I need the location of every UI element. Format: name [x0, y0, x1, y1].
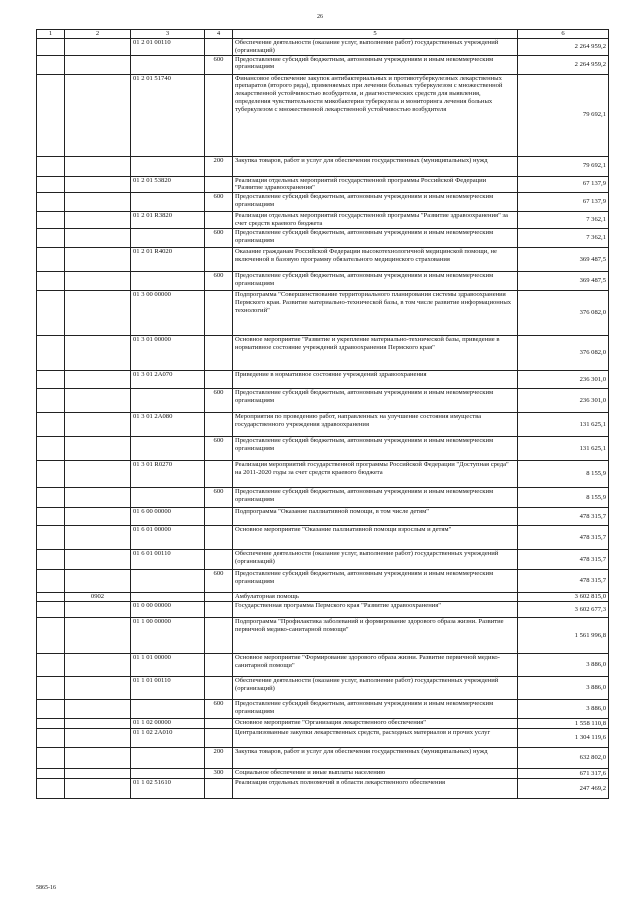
table-row	[37, 700, 609, 719]
table-row	[37, 291, 609, 336]
description-cell: Реализация отдельных мероприятий государственной программы Российской Федерации "Развитие здравоохранения"	[233, 176, 518, 193]
table-row	[37, 488, 609, 508]
table-row	[37, 55, 609, 74]
subsection-cell	[65, 336, 131, 371]
section-cell	[37, 618, 65, 654]
amount-cell: 236 301,0	[518, 371, 609, 389]
table-row	[37, 389, 609, 413]
amount-cell: 131 625,1	[518, 413, 609, 437]
section-cell	[37, 748, 65, 769]
budget-table-body	[37, 30, 609, 799]
table-row	[37, 719, 609, 729]
subsection-cell	[65, 74, 131, 156]
expense-type-cell: 600	[205, 389, 233, 413]
table-row	[37, 769, 609, 779]
description-cell: Обеспечение деятельности (оказание услуг, выполнение работ) государственных учреждений (организаций)	[233, 677, 518, 700]
code-cell: 01 1 00 00000	[131, 618, 205, 654]
code-cell: 01 3 01 2А070	[131, 371, 205, 389]
code-cell	[131, 272, 205, 291]
section-cell	[37, 229, 65, 248]
code-cell	[131, 593, 205, 602]
code-cell: 01 3 00 00000	[131, 291, 205, 336]
table-row	[37, 508, 609, 526]
section-cell	[37, 389, 65, 413]
subsection-cell	[65, 212, 131, 229]
description-cell: Основное мероприятие "Развитие и укрепление материально-технической базы, приведение в нормативное состояние учреждений здравоохранения Пермского края"	[233, 336, 518, 371]
code-cell: 01 6 01 00000	[131, 526, 205, 550]
description-cell: Обеспечение деятельности (оказание услуг, выполнение работ) государственных учреждений (организаций)	[233, 39, 518, 56]
description-cell: Подпрограмма "Профилактика заболеваний и формирование здорового образа жизни. Развитие первичной медико-санитарной помощи"	[233, 618, 518, 654]
amount-cell: 2 264 959,2	[518, 39, 609, 56]
expense-type-cell	[205, 212, 233, 229]
code-cell	[131, 700, 205, 719]
description-cell: Мероприятия по проведению работ, направленных на улучшение состояния имущества государственного учреждения здравоохранения	[233, 413, 518, 437]
subsection-cell	[65, 618, 131, 654]
code-cell	[131, 389, 205, 413]
section-cell	[37, 593, 65, 602]
description-cell: Основное мероприятие "Формирование здорового образа жизни. Развитие первичной медико-санитарной помощи"	[233, 654, 518, 677]
subsection-cell: 0902	[65, 593, 131, 602]
subsection-cell	[65, 748, 131, 769]
table-row	[37, 272, 609, 291]
description-cell: Обеспечение деятельности (оказание услуг, выполнение работ) государственных учреждений (организаций)	[233, 550, 518, 570]
amount-cell: 8 155,9	[518, 461, 609, 488]
description-cell: Предоставление субсидий бюджетным, автономным учреждениям и иным некоммерческим организациям	[233, 389, 518, 413]
section-cell	[37, 193, 65, 212]
expense-type-cell	[205, 526, 233, 550]
amount-cell: 376 082,0	[518, 291, 609, 336]
amount-cell: 671 317,6	[518, 769, 609, 779]
budget-table	[36, 29, 609, 799]
amount-cell: 1 561 996,8	[518, 618, 609, 654]
code-cell: 01 2 01 00110	[131, 39, 205, 56]
table-row	[37, 461, 609, 488]
expense-type-cell	[205, 413, 233, 437]
subsection-cell	[65, 437, 131, 461]
amount-cell: 478 315,7	[518, 526, 609, 550]
table-row	[37, 570, 609, 593]
column-header-row	[37, 30, 609, 39]
amount-cell: 79 692,1	[518, 74, 609, 156]
description-cell: Финансовое обеспечение закупок антибактериальных и противотуберкулезных лекарственных препаратов (второго ряда), применяемых при лечении больных туберкулезом с множественной лекарственной устойчивостью возбудителя, и диагностических средств для выявления, определения чувствительности микобактерии туберкулеза и мониторинга лечения больных туберкулезом с множественной лекарственной устойчивостью возбудителя	[233, 74, 518, 156]
column-header: 1	[37, 30, 65, 39]
table-row	[37, 212, 609, 229]
description-cell: Предоставление субсидий бюджетным, автономным учреждениям и иным некоммерческим организациям	[233, 229, 518, 248]
expense-type-cell: 200	[205, 748, 233, 769]
subsection-cell	[65, 461, 131, 488]
amount-cell: 478 315,7	[518, 570, 609, 593]
amount-cell: 1 558 110,8	[518, 719, 609, 729]
subsection-cell	[65, 769, 131, 779]
expense-type-cell: 300	[205, 769, 233, 779]
expense-type-cell	[205, 508, 233, 526]
section-cell	[37, 212, 65, 229]
amount-cell: 369 487,5	[518, 272, 609, 291]
expense-type-cell	[205, 371, 233, 389]
amount-cell: 67 137,9	[518, 176, 609, 193]
subsection-cell	[65, 248, 131, 272]
expense-type-cell: 600	[205, 437, 233, 461]
expense-type-cell	[205, 677, 233, 700]
subsection-cell	[65, 654, 131, 677]
description-cell: Предоставление субсидий бюджетным, автономным учреждениям и иным некоммерческим организациям	[233, 700, 518, 719]
section-cell	[37, 74, 65, 156]
table-row	[37, 156, 609, 176]
code-cell: 01 1 01 00110	[131, 677, 205, 700]
code-cell: 01 2 01 53820	[131, 176, 205, 193]
subsection-cell	[65, 700, 131, 719]
code-cell	[131, 748, 205, 769]
amount-cell: 3 886,0	[518, 700, 609, 719]
description-cell: Предоставление субсидий бюджетным, автономным учреждениям и иным некоммерческим организациям	[233, 193, 518, 212]
table-row	[37, 779, 609, 799]
table-row	[37, 748, 609, 769]
subsection-cell	[65, 779, 131, 799]
description-cell: Оказание гражданам Российской Федерации высокотехнологичной медицинской помощи, не включенной в базовую программу обязательного медицинского страхования	[233, 248, 518, 272]
expense-type-cell	[205, 654, 233, 677]
description-cell: Приведение в нормативное состояние учреждений здравоохранения	[233, 371, 518, 389]
amount-cell: 79 692,1	[518, 156, 609, 176]
subsection-cell	[65, 570, 131, 593]
subsection-cell	[65, 389, 131, 413]
subsection-cell	[65, 413, 131, 437]
amount-cell: 8 155,9	[518, 488, 609, 508]
code-cell	[131, 769, 205, 779]
description-cell: Реализация мероприятий государственной программы Российской Федерации "Доступная среда" на 2011-2020 годы за счет средств краевого бюджета	[233, 461, 518, 488]
section-cell	[37, 508, 65, 526]
amount-cell: 7 362,1	[518, 212, 609, 229]
footer-code: 5865-16	[36, 885, 56, 891]
expense-type-cell	[205, 779, 233, 799]
amount-cell: 236 301,0	[518, 389, 609, 413]
expense-type-cell: 600	[205, 229, 233, 248]
description-cell: Предоставление субсидий бюджетным, автономным учреждениям и иным некоммерческим организациям	[233, 570, 518, 593]
column-header: 5	[233, 30, 518, 39]
subsection-cell	[65, 39, 131, 56]
description-cell: Закупка товаров, работ и услуг для обеспечения государственных (муниципальных) нужд	[233, 748, 518, 769]
code-cell	[131, 156, 205, 176]
amount-cell: 247 469,2	[518, 779, 609, 799]
description-cell: Государственная программа Пермского края "Развитие здравоохранения"	[233, 602, 518, 618]
description-cell: Реализация отдельных мероприятий государственной программы "Развитие здравоохранения" за счет средств краевого бюджета	[233, 212, 518, 229]
code-cell: 01 1 02 51610	[131, 779, 205, 799]
code-cell: 01 1 02 2А010	[131, 729, 205, 748]
column-header: 6	[518, 30, 609, 39]
subsection-cell	[65, 193, 131, 212]
subsection-cell	[65, 272, 131, 291]
section-cell	[37, 461, 65, 488]
section-cell	[37, 371, 65, 389]
description-cell: Закупка товаров, работ и услуг для обеспечения государственных (муниципальных) нужд	[233, 156, 518, 176]
section-cell	[37, 39, 65, 56]
section-cell	[37, 570, 65, 593]
expense-type-cell	[205, 74, 233, 156]
expense-type-cell: 200	[205, 156, 233, 176]
code-cell: 01 3 01 00000	[131, 336, 205, 371]
section-cell	[37, 526, 65, 550]
expense-type-cell	[205, 336, 233, 371]
table-row	[37, 729, 609, 748]
table-row	[37, 229, 609, 248]
table-row	[37, 193, 609, 212]
code-cell: 01 6 01 00110	[131, 550, 205, 570]
amount-cell: 7 362,1	[518, 229, 609, 248]
table-row	[37, 602, 609, 618]
section-cell	[37, 488, 65, 508]
code-cell: 01 2 01 51740	[131, 74, 205, 156]
code-cell: 01 0 00 00000	[131, 602, 205, 618]
expense-type-cell: 600	[205, 570, 233, 593]
table-row	[37, 39, 609, 56]
expense-type-cell	[205, 550, 233, 570]
description-cell: Основное мероприятие "Организация лекарственного обеспечения"	[233, 719, 518, 729]
column-header: 4	[205, 30, 233, 39]
description-cell: Подпрограмма "Совершенствование территориального планирования системы здравоохранения Пермского края. Развитие материально-технической базы, в том числе развитие информационных технологий"	[233, 291, 518, 336]
subsection-cell	[65, 229, 131, 248]
subsection-cell	[65, 508, 131, 526]
section-cell	[37, 336, 65, 371]
section-cell	[37, 719, 65, 729]
expense-type-cell	[205, 593, 233, 602]
table-row	[37, 677, 609, 700]
code-cell	[131, 55, 205, 74]
section-cell	[37, 437, 65, 461]
amount-cell: 3 886,0	[518, 654, 609, 677]
section-cell	[37, 729, 65, 748]
amount-cell: 369 487,5	[518, 248, 609, 272]
section-cell	[37, 677, 65, 700]
code-cell	[131, 229, 205, 248]
expense-type-cell: 600	[205, 700, 233, 719]
expense-type-cell	[205, 602, 233, 618]
table-row	[37, 618, 609, 654]
expense-type-cell: 600	[205, 55, 233, 74]
code-cell	[131, 193, 205, 212]
section-cell	[37, 602, 65, 618]
code-cell: 01 3 01 R0270	[131, 461, 205, 488]
table-row	[37, 176, 609, 193]
code-cell: 01 1 02 00000	[131, 719, 205, 729]
description-cell: Подпрограмма "Оказание паллиативной помощи, в том числе детям"	[233, 508, 518, 526]
amount-cell: 2 264 959,2	[518, 55, 609, 74]
subsection-cell	[65, 371, 131, 389]
column-header: 2	[65, 30, 131, 39]
subsection-cell	[65, 602, 131, 618]
subsection-cell	[65, 719, 131, 729]
section-cell	[37, 413, 65, 437]
description-cell: Социальное обеспечение и иные выплаты населению	[233, 769, 518, 779]
expense-type-cell	[205, 248, 233, 272]
code-cell	[131, 437, 205, 461]
subsection-cell	[65, 729, 131, 748]
subsection-cell	[65, 550, 131, 570]
section-cell	[37, 700, 65, 719]
description-cell: Предоставление субсидий бюджетным, автономным учреждениям и иным некоммерческим организациям	[233, 488, 518, 508]
expense-type-cell	[205, 176, 233, 193]
description-cell: Предоставление субсидий бюджетным, автономным учреждениям и иным некоммерческим организациям	[233, 437, 518, 461]
table-row	[37, 74, 609, 156]
description-cell: Амбулаторная помощь	[233, 593, 518, 602]
code-cell: 01 2 01 R4020	[131, 248, 205, 272]
code-cell: 01 3 01 2А080	[131, 413, 205, 437]
amount-cell: 3 602 815,0	[518, 593, 609, 602]
description-cell: Централизованные закупки лекарственных средств, расходных материалов и прочих услуг	[233, 729, 518, 748]
description-cell: Реализация отдельных полномочий в области лекарственного обеспечения	[233, 779, 518, 799]
code-cell	[131, 488, 205, 508]
table-row	[37, 371, 609, 389]
column-header: 3	[131, 30, 205, 39]
expense-type-cell	[205, 461, 233, 488]
table-row	[37, 413, 609, 437]
expense-type-cell	[205, 618, 233, 654]
section-cell	[37, 769, 65, 779]
subsection-cell	[65, 291, 131, 336]
expense-type-cell: 600	[205, 272, 233, 291]
section-cell	[37, 55, 65, 74]
section-cell	[37, 272, 65, 291]
expense-type-cell	[205, 719, 233, 729]
table-row	[37, 437, 609, 461]
amount-cell: 67 137,9	[518, 193, 609, 212]
section-cell	[37, 779, 65, 799]
table-row	[37, 654, 609, 677]
section-cell	[37, 248, 65, 272]
expense-type-cell	[205, 291, 233, 336]
page-number: 26	[317, 14, 323, 20]
subsection-cell	[65, 55, 131, 74]
table-row	[37, 593, 609, 602]
amount-cell: 3 886,0	[518, 677, 609, 700]
code-cell: 01 2 01 R3820	[131, 212, 205, 229]
amount-cell: 478 315,7	[518, 550, 609, 570]
expense-type-cell	[205, 729, 233, 748]
code-cell: 01 1 01 00000	[131, 654, 205, 677]
section-cell	[37, 654, 65, 677]
section-cell	[37, 156, 65, 176]
amount-cell: 131 625,1	[518, 437, 609, 461]
expense-type-cell	[205, 39, 233, 56]
subsection-cell	[65, 677, 131, 700]
section-cell	[37, 550, 65, 570]
amount-cell: 478 315,7	[518, 508, 609, 526]
table-row	[37, 248, 609, 272]
amount-cell: 632 802,0	[518, 748, 609, 769]
table-row	[37, 336, 609, 371]
section-cell	[37, 291, 65, 336]
section-cell	[37, 176, 65, 193]
amount-cell: 3 602 677,3	[518, 602, 609, 618]
code-cell	[131, 570, 205, 593]
expense-type-cell: 600	[205, 193, 233, 212]
subsection-cell	[65, 488, 131, 508]
amount-cell: 376 082,0	[518, 336, 609, 371]
description-cell: Предоставление субсидий бюджетным, автономным учреждениям и иным некоммерческим организациям	[233, 55, 518, 74]
amount-cell: 1 304 119,6	[518, 729, 609, 748]
table-row	[37, 550, 609, 570]
expense-type-cell: 600	[205, 488, 233, 508]
subsection-cell	[65, 526, 131, 550]
subsection-cell	[65, 156, 131, 176]
subsection-cell	[65, 176, 131, 193]
description-cell: Предоставление субсидий бюджетным, автономным учреждениям и иным некоммерческим организациям	[233, 272, 518, 291]
table-row	[37, 526, 609, 550]
code-cell: 01 6 00 00000	[131, 508, 205, 526]
description-cell: Основное мероприятие "Оказание паллиативной помощи взрослым и детям"	[233, 526, 518, 550]
